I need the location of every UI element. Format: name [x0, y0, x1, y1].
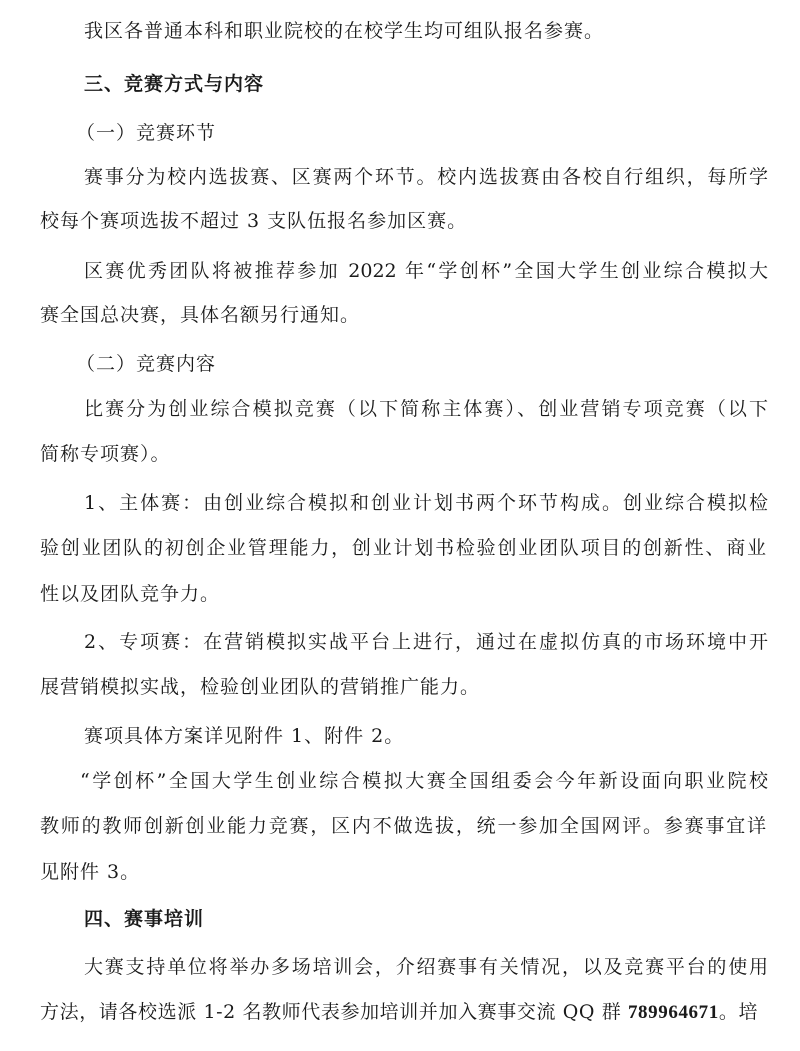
body-text-segment: 方法，请各校选派 1-2 名教师代表参加培训并加入赛事交流 QQ 群: [40, 1001, 628, 1023]
body-line: 性以及团队竞争力。: [40, 583, 221, 605]
body-text-segment: 。培: [718, 1001, 759, 1023]
body-line: 大赛支持单位将举办多场培训会，介绍赛事有关情况，以及竞赛平台的使用: [84, 956, 768, 978]
body-line: 我区各普通本科和职业院校的在校学生均可组队报名参赛。: [84, 20, 605, 42]
section-heading: 四、赛事培训: [84, 908, 205, 930]
body-line: 比赛分为创业综合模拟竞赛（以下简称主体赛）、创业营销专项竞赛（以下: [84, 398, 768, 420]
subsection-heading: （二）竞赛内容: [76, 353, 217, 375]
body-line: 区赛优秀团队将被推荐参加 2022 年“学创杯”全国大学生创业综合模拟大: [84, 260, 768, 282]
body-line: 教师的教师创新创业能力竞赛，区内不做选拔，统一参加全国网评。参赛事宜详: [40, 815, 766, 837]
body-line: “学创杯”全国大学生创业综合模拟大赛全国组委会今年新设面向职业院校: [80, 770, 768, 792]
body-line: 赛事分为校内选拔赛、区赛两个环节。校内选拔赛由各校自行组织，每所学: [84, 166, 768, 188]
body-line: 1、主体赛：由创业综合模拟和创业计划书两个环节构成。创业综合模拟检: [84, 492, 768, 514]
section-heading: 三、竞赛方式与内容: [84, 73, 265, 95]
body-line: 校每个赛项选拔不超过 3 支队伍报名参加区赛。: [40, 210, 468, 232]
body-line: 2、专项赛：在营销模拟实战平台上进行，通过在虚拟仿真的市场环境中开: [84, 631, 768, 653]
subsection-heading: （一）竞赛环节: [76, 122, 217, 144]
body-line: 验创业团队的初创企业管理能力，创业计划书检验创业团队项目的创新性、商业: [40, 537, 766, 559]
body-line: 赛全国总决赛，具体名额另行通知。: [40, 304, 361, 326]
body-line: 赛项具体方案详见附件 1、附件 2。: [84, 725, 405, 747]
qq-group-number: 789964671: [627, 1002, 719, 1023]
body-line: 见附件 3。: [40, 861, 141, 883]
body-line: 展营销模拟实战，检验创业团队的营销推广能力。: [40, 676, 481, 698]
body-line: [40, 998, 758, 1026]
body-line: 简称专项赛）。: [40, 443, 171, 465]
